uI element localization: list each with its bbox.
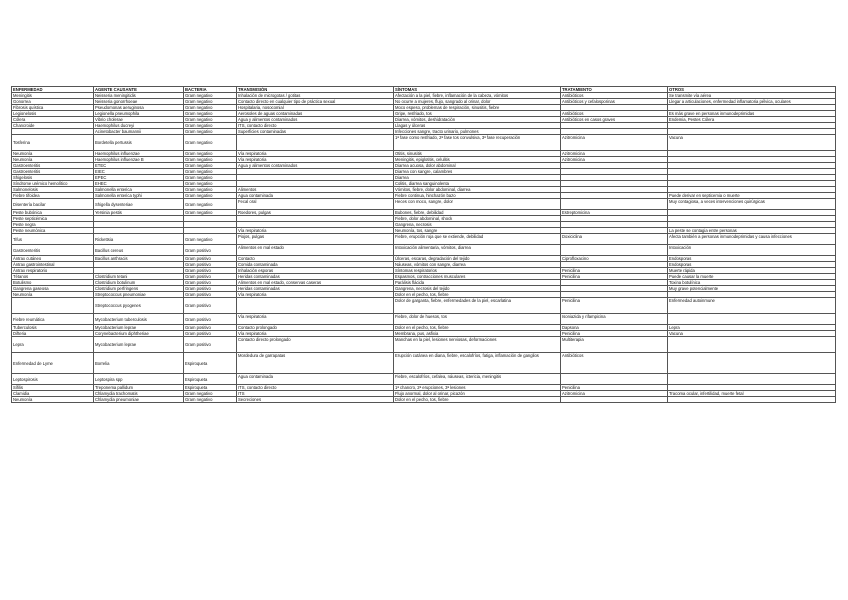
- table-cell: Difteria: [12, 331, 94, 337]
- table-cell: Fiebre, dolor abdominal, shock: [394, 216, 561, 222]
- table-cell: Síndrome urémico hemolítico: [12, 181, 94, 187]
- table-cell: Ciprofloxacino: [561, 256, 668, 262]
- table-cell: Streptococcus pyogenes: [94, 298, 184, 314]
- table-cell: Gram negativo: [184, 181, 237, 187]
- table-cell: Peste septicémica: [12, 216, 94, 222]
- table-cell: Es más grave en personas inmunodeprimidas: [668, 111, 836, 117]
- table-cell: Lepra: [12, 337, 94, 353]
- table-row: [12, 397, 836, 403]
- table-cell: Gram negativo: [184, 199, 237, 210]
- table-cell: Moco espeso, problemas de respiración, sinusitis, fiebre: [394, 105, 561, 111]
- table-cell: Llagas y úlceras: [394, 123, 561, 129]
- table-cell: Gram negativo: [184, 175, 237, 181]
- table-cell: Vía respiratoria: [237, 151, 394, 157]
- table-cell: Endosporas: [668, 256, 836, 262]
- table-cell: [561, 245, 668, 256]
- table-cell: Rickettsia: [94, 234, 184, 245]
- table-cell: Endosporas: [668, 262, 836, 268]
- table-cell: Gram positivo: [184, 274, 237, 280]
- table-cell: Tosferina: [12, 135, 94, 151]
- table-cell: Gram positivo: [184, 298, 237, 314]
- table-cell: Neumonía: [12, 157, 94, 163]
- table-cell: ITS, contacto directo: [237, 385, 394, 391]
- table-cell: Penicilina: [561, 331, 668, 337]
- table-cell: Erupción cutánea en diana, fiebre, escalofríos, fatiga, inflamación de ganglios: [394, 353, 561, 374]
- table-cell: Inhalación esporas: [237, 268, 394, 274]
- table-cell: Gripe, resfriado, tos: [394, 111, 561, 117]
- table-row: [12, 286, 836, 292]
- table-cell: Bubones, fiebre, debilidad: [394, 210, 561, 216]
- table-cell: Pseudomonas aeruginosa: [94, 105, 184, 111]
- table-row: [12, 314, 836, 325]
- table-cell: Bacillus cereus: [94, 245, 184, 256]
- table-cell: Gram negativo: [184, 157, 237, 163]
- table-cell: Tracoma ocular, infertilidad, muerte fetal: [668, 391, 836, 397]
- table-cell: Neisseria meningitidis: [94, 93, 184, 99]
- table-cell: Peste negra: [12, 222, 94, 228]
- table-cell: Fiebre, dolor de huesos, tos: [394, 314, 561, 325]
- table-cell: Penicilina: [561, 268, 668, 274]
- table-cell: Gonorrea: [12, 99, 94, 105]
- table-cell: Gram negativo: [184, 93, 237, 99]
- table-cell: Bacillus anthracis: [94, 256, 184, 262]
- table-cell: Vacuna: [668, 331, 836, 337]
- table-cell: Antibióticos y cefalosporinas: [561, 99, 668, 105]
- table-row: [12, 337, 836, 353]
- table-row: [12, 374, 836, 385]
- table-cell: Gram negativo: [184, 151, 237, 157]
- table-cell: Gram negativo: [184, 210, 237, 216]
- table-cell: Bordetella pertussis: [94, 135, 184, 151]
- table-cell: Gram positivo: [184, 268, 237, 274]
- table-cell: Espiroqueta: [184, 353, 237, 374]
- disease-table: [11, 86, 836, 403]
- table-cell: Ántrax gastrointestinal: [12, 262, 94, 268]
- table-cell: Multiterapia: [561, 337, 668, 353]
- table-cell: [668, 337, 836, 353]
- table-cell: Penicilina: [561, 298, 668, 314]
- table-cell: [668, 397, 836, 403]
- table-cell: Agua contaminada: [237, 193, 394, 199]
- table-cell: Agua y alimentos contaminados: [237, 117, 394, 123]
- table-cell: Agua contaminada: [237, 374, 394, 385]
- table-cell: Gram positivo: [184, 245, 237, 256]
- table-cell: Peste bubónica: [12, 210, 94, 216]
- table-cell: Gram positivo: [184, 331, 237, 337]
- table-cell: Se transmite vía aérea: [668, 93, 836, 99]
- table-cell: Legionelosis: [12, 111, 94, 117]
- table-cell: Disentería bacilar: [12, 199, 94, 210]
- table-cell: Dolor en el pecho, tos, fiebre: [394, 292, 561, 298]
- table-cell: Meningitis: [12, 93, 94, 99]
- table-cell: Heridas contaminadas: [237, 274, 394, 280]
- table-cell: Fecal oral: [237, 199, 394, 210]
- table-cell: Fiebre, erupción roja que se extiende, debilidad: [394, 234, 561, 245]
- table-cell: Dapsona: [561, 325, 668, 331]
- table-cell: Náuseas, vómitos con sangre, diarrea: [394, 262, 561, 268]
- table-cell: [237, 298, 394, 314]
- table-cell: Tétanos: [12, 274, 94, 280]
- table-cell: Afectación a la piel, fiebre, inflamación de la cabeza, vómitos: [394, 93, 561, 99]
- table-cell: Fiebre, escalofríos, cefalea, náuseas, ictericia, meningitis: [394, 374, 561, 385]
- table-cell: Inhalación de microgotas / gotitas: [237, 93, 394, 99]
- table-cell: Ántrax respiratorio: [12, 268, 94, 274]
- table-cell: EIEC: [94, 169, 184, 175]
- table-cell: Clostridium perfringens: [94, 286, 184, 292]
- table-cell: Azitromicina: [561, 157, 668, 163]
- table-cell: Corynebacterium diphtheriae: [94, 331, 184, 337]
- table-cell: Antibióticos en casos graves: [561, 117, 668, 123]
- table-cell: ETEC: [94, 163, 184, 169]
- table-cell: Azitromicina: [561, 135, 668, 151]
- table-cell: Flujo anormal, dolor al orinar, picazón: [394, 391, 561, 397]
- table-cell: Gram negativo: [184, 123, 237, 129]
- table-cell: Azitromicina: [561, 391, 668, 397]
- table-cell: Manchas en la piel, lesiones nerviosas, deformaciones: [394, 337, 561, 353]
- table-cell: EHEC: [94, 181, 184, 187]
- table-cell: Gram positivo: [184, 325, 237, 331]
- table-cell: Haemophilus ducreyi: [94, 123, 184, 129]
- table-cell: EPEC: [94, 175, 184, 181]
- table-cell: Dolor de garganta, fiebre, enfermedades de la piel, escarlatina: [394, 298, 561, 314]
- table-cell: Gram negativo: [184, 193, 237, 199]
- column-header: TRANSMISIÓN: [237, 87, 394, 93]
- table-row: [12, 111, 836, 117]
- table-cell: Diarrea acuosa, dolor abdominal: [394, 163, 561, 169]
- table-row: [12, 199, 836, 210]
- table-cell: Espiroqueta: [184, 374, 237, 385]
- column-header: TRATAMIENTO: [561, 87, 668, 93]
- table-cell: Gangrena gaseosa: [12, 286, 94, 292]
- table-cell: Salmonella enterica: [94, 187, 184, 193]
- table-cell: Dolor en el pecho, tos, fiebre: [394, 397, 561, 403]
- table-row: [12, 245, 836, 256]
- table-cell: Leptospirosis: [12, 374, 94, 385]
- table-cell: Gram positivo: [184, 314, 237, 325]
- table-cell: Gram positivo: [184, 256, 237, 262]
- table-cell: Otitis, sinusitis: [394, 151, 561, 157]
- table-cell: Fiebre reumática: [12, 314, 94, 325]
- table-cell: La peste se contagia entre personas: [668, 228, 836, 234]
- table-cell: Mycobacterium tuberculosis: [94, 314, 184, 325]
- table-cell: Llegar a articulaciones, enfermedad inflamatoria pélvica, oculares: [668, 99, 836, 105]
- table-cell: Úlceras, escaras, degradación del tejido: [394, 256, 561, 262]
- table-cell: Superficies contaminadas: [237, 129, 394, 135]
- table-cell: Mycobacterium leprae: [94, 337, 184, 353]
- table-cell: Puede causar la muerte: [668, 274, 836, 280]
- table-cell: [237, 135, 394, 151]
- table-cell: Endemia, Pestes Cólera: [668, 117, 836, 123]
- table-cell: Mycobacterium leprae: [94, 325, 184, 331]
- table-cell: Clostridium tetani: [94, 274, 184, 280]
- table-cell: 1ª chancro, 2ª erupciones, 3ª lesiones: [394, 385, 561, 391]
- table-cell: Gram negativo: [184, 234, 237, 245]
- table-cell: Tifus: [12, 234, 94, 245]
- spreadsheet-page: [11, 86, 835, 403]
- table-cell: Toxina botulínica: [668, 280, 836, 286]
- table-cell: Intoxicación: [668, 245, 836, 256]
- table-cell: Sífilis: [12, 385, 94, 391]
- table-cell: Diarrea, vómitos, deshidratación: [394, 117, 561, 123]
- column-header: AGENTE CAUSANTE: [94, 87, 184, 93]
- table-cell: Enfermedad de Lyme: [12, 353, 94, 374]
- table-cell: Mordedura de garrapatas: [237, 353, 394, 374]
- table-cell: Antibióticos: [561, 353, 668, 374]
- table-cell: Enfermedad autoinmune: [668, 298, 836, 314]
- table-cell: Meningitis, epiglotitis, celulitis: [394, 157, 561, 163]
- table-cell: Gastroenteritis: [12, 163, 94, 169]
- table-cell: Gram negativo: [184, 105, 237, 111]
- table-cell: 1ª fase como resfriado, 2ª fase tos convulsiva, 3ª fase recuperación: [394, 135, 561, 151]
- table-cell: [561, 374, 668, 385]
- table-cell: No ocurre a mujeres, flujo, sangrado al orinar, dolor: [394, 99, 561, 105]
- table-cell: Gram negativo: [184, 397, 237, 403]
- table-cell: Aerosoles de aguas contaminadas: [237, 111, 394, 117]
- table-cell: Chlamydia trachomatis: [94, 391, 184, 397]
- table-cell: Afecta también a personas inmunodeprimidas y causa infecciones: [668, 234, 836, 245]
- table-cell: Comida contaminada: [237, 262, 394, 268]
- column-header: OTROS: [668, 87, 836, 93]
- table-cell: Chlamydia pneumoniae: [94, 397, 184, 403]
- table-cell: Clostridium botulinum: [94, 280, 184, 286]
- table-cell: Gram negativo: [184, 391, 237, 397]
- table-cell: Espiroqueta: [184, 385, 237, 391]
- table-cell: Estreptomicina: [561, 210, 668, 216]
- table-cell: Haemophilus influenzae: [94, 151, 184, 157]
- table-cell: Neumonía: [12, 292, 94, 298]
- table-cell: Alimentos: [237, 187, 394, 193]
- table-cell: Gram negativo: [184, 117, 237, 123]
- table-cell: Piojos, pulgas: [237, 234, 394, 245]
- table-cell: Vía respiratoria: [237, 314, 394, 325]
- table-cell: Parálisis flácida: [394, 280, 561, 286]
- table-cell: Gram negativo: [184, 129, 237, 135]
- table-cell: Leptospira spp: [94, 374, 184, 385]
- table-cell: Gangrena, necrosis del tejido: [394, 286, 561, 292]
- table-row: [12, 391, 836, 397]
- table-cell: Yersinia pestis: [94, 210, 184, 216]
- table-cell: Contacto directo prolongado: [237, 337, 394, 353]
- table-cell: Colitis, diarrea sanguinolenta: [394, 181, 561, 187]
- table-cell: ITS: [237, 391, 394, 397]
- table-cell: Lepra: [668, 325, 836, 331]
- table-cell: Gram positivo: [184, 292, 237, 298]
- table-cell: Fiebre tifoidea: [12, 193, 94, 199]
- table-cell: Borrelia: [94, 353, 184, 374]
- table-cell: Gram negativo: [184, 111, 237, 117]
- table-cell: Contacto directo en cualquier tipo de práctica sexual: [237, 99, 394, 105]
- table-cell: Membrana, pus, asfixia: [394, 331, 561, 337]
- table-cell: Penicilina: [561, 385, 668, 391]
- table-cell: Vibrio cholerae: [94, 117, 184, 123]
- table-cell: [12, 298, 94, 314]
- table-cell: ITS, contacto directo: [237, 123, 394, 129]
- table-cell: Vía respiratoria: [237, 292, 394, 298]
- table-cell: Penicilina: [561, 274, 668, 280]
- table-cell: Ántrax cutáneo: [12, 256, 94, 262]
- table-cell: Muy contagiosa, a veces intervenciones quirúrgicas: [668, 199, 836, 210]
- table-cell: Antibióticos: [561, 111, 668, 117]
- table-row: [12, 353, 836, 374]
- table-cell: Alimentos en mal estado: [237, 245, 394, 256]
- table-cell: Neumonía: [12, 151, 94, 157]
- table-cell: Legionella pneumophila: [94, 111, 184, 117]
- table-cell: Gram negativo: [184, 169, 237, 175]
- table-cell: Shigelosis: [12, 175, 94, 181]
- table-cell: Alimentos en mal estado, conservas caseras: [237, 280, 394, 286]
- table-cell: Chancroide: [12, 123, 94, 129]
- table-cell: [668, 353, 836, 374]
- table-cell: Cólera: [12, 117, 94, 123]
- table-cell: Azitromicina: [561, 151, 668, 157]
- table-cell: Heces con moco, sangre, dolor: [394, 199, 561, 210]
- table-cell: Salmonella enterica typhi: [94, 193, 184, 199]
- table-row: [12, 193, 836, 199]
- table-cell: Shigella dysenteriae: [94, 199, 184, 210]
- table-cell: Isoniazida y rifampicina: [561, 314, 668, 325]
- table-cell: Vómitos, fiebre, dolor abdominal, diarrea: [394, 187, 561, 193]
- table-cell: Síntomas respiratorios: [394, 268, 561, 274]
- table-cell: Intoxicación alimentaria, vómitos, diarrea: [394, 245, 561, 256]
- table-cell: Vía respiratoria: [237, 331, 394, 337]
- table-cell: Vía respiratoria: [237, 157, 394, 163]
- table-cell: Salmonelosis: [12, 187, 94, 193]
- column-header: BACTERIA: [184, 87, 237, 93]
- table-cell: Espasmos, contracciones musculares: [394, 274, 561, 280]
- table-cell: Gangrena, necrosis: [394, 222, 561, 228]
- table-cell: Vía respiratoria: [237, 228, 394, 234]
- table-row: [12, 234, 836, 245]
- table-cell: Gram positivo: [184, 337, 237, 353]
- table-cell: Dolor en el pecho, tos, fiebre: [394, 325, 561, 331]
- table-cell: Gram negativo: [184, 163, 237, 169]
- table-cell: Gram negativo: [184, 99, 237, 105]
- table-cell: Infecciones sangre, tracto urinario, pulmones: [394, 129, 561, 135]
- table-cell: Neumonía: [12, 397, 94, 403]
- table-row: [12, 135, 836, 151]
- table-cell: Agua y alimentos contaminados: [237, 163, 394, 169]
- table-cell: Gram positivo: [184, 262, 237, 268]
- table-cell: Contacto: [237, 256, 394, 262]
- table-cell: Gram negativo: [184, 187, 237, 193]
- table-cell: Acinetobacter baumannii: [94, 129, 184, 135]
- table-cell: Neisseria gonorrhoeae: [94, 99, 184, 105]
- table-cell: Antibióticos: [561, 93, 668, 99]
- table-row: [12, 298, 836, 314]
- column-header: ENFERMEDAD: [12, 87, 94, 93]
- table-cell: Gastroenteritis: [12, 245, 94, 256]
- table-cell: [668, 374, 836, 385]
- table-cell: Fibrosis quística: [12, 105, 94, 111]
- table-cell: Vacuna: [668, 135, 836, 151]
- table-row: [12, 99, 836, 105]
- column-header: SÍNTOMAS: [394, 87, 561, 93]
- table-cell: Streptococcus pneumoniae: [94, 292, 184, 298]
- table-cell: [668, 314, 836, 325]
- table-cell: Diarrea con sangre, calambres: [394, 169, 561, 175]
- table-cell: Neumonía, tos, sangre: [394, 228, 561, 234]
- table-cell: Roedores, pulgas: [237, 210, 394, 216]
- table-cell: Treponema pallidum: [94, 385, 184, 391]
- table-cell: Contacto prolongado: [237, 325, 394, 331]
- table-cell: Hospitalaria, nosocomial: [237, 105, 394, 111]
- table-cell: Gram positivo: [184, 280, 237, 286]
- table-cell: Diarrea: [394, 175, 561, 181]
- table-cell: Gastroenteritis: [12, 169, 94, 175]
- table-cell: [561, 397, 668, 403]
- table-cell: Botulismo: [12, 280, 94, 286]
- table-cell: Haemophilus influenzae B: [94, 157, 184, 163]
- table-cell: Gram positivo: [184, 286, 237, 292]
- table-cell: Peste neumónica: [12, 228, 94, 234]
- table-cell: Muy grave potencialmente: [668, 286, 836, 292]
- table-cell: Doxiciclina: [561, 234, 668, 245]
- table-cell: Tuberculosis: [12, 325, 94, 331]
- table-cell: Gram negativo: [184, 135, 237, 151]
- table-cell: Clamidia: [12, 391, 94, 397]
- table-cell: Puede derivar en septicemia o muerte: [668, 193, 836, 199]
- table-cell: Heridas contaminadas: [237, 286, 394, 292]
- table-cell: Muerte rápida: [668, 268, 836, 274]
- table-cell: [561, 199, 668, 210]
- table-cell: Fiebre continua, hinchazón bazo: [394, 193, 561, 199]
- table-cell: Secreciones: [237, 397, 394, 403]
